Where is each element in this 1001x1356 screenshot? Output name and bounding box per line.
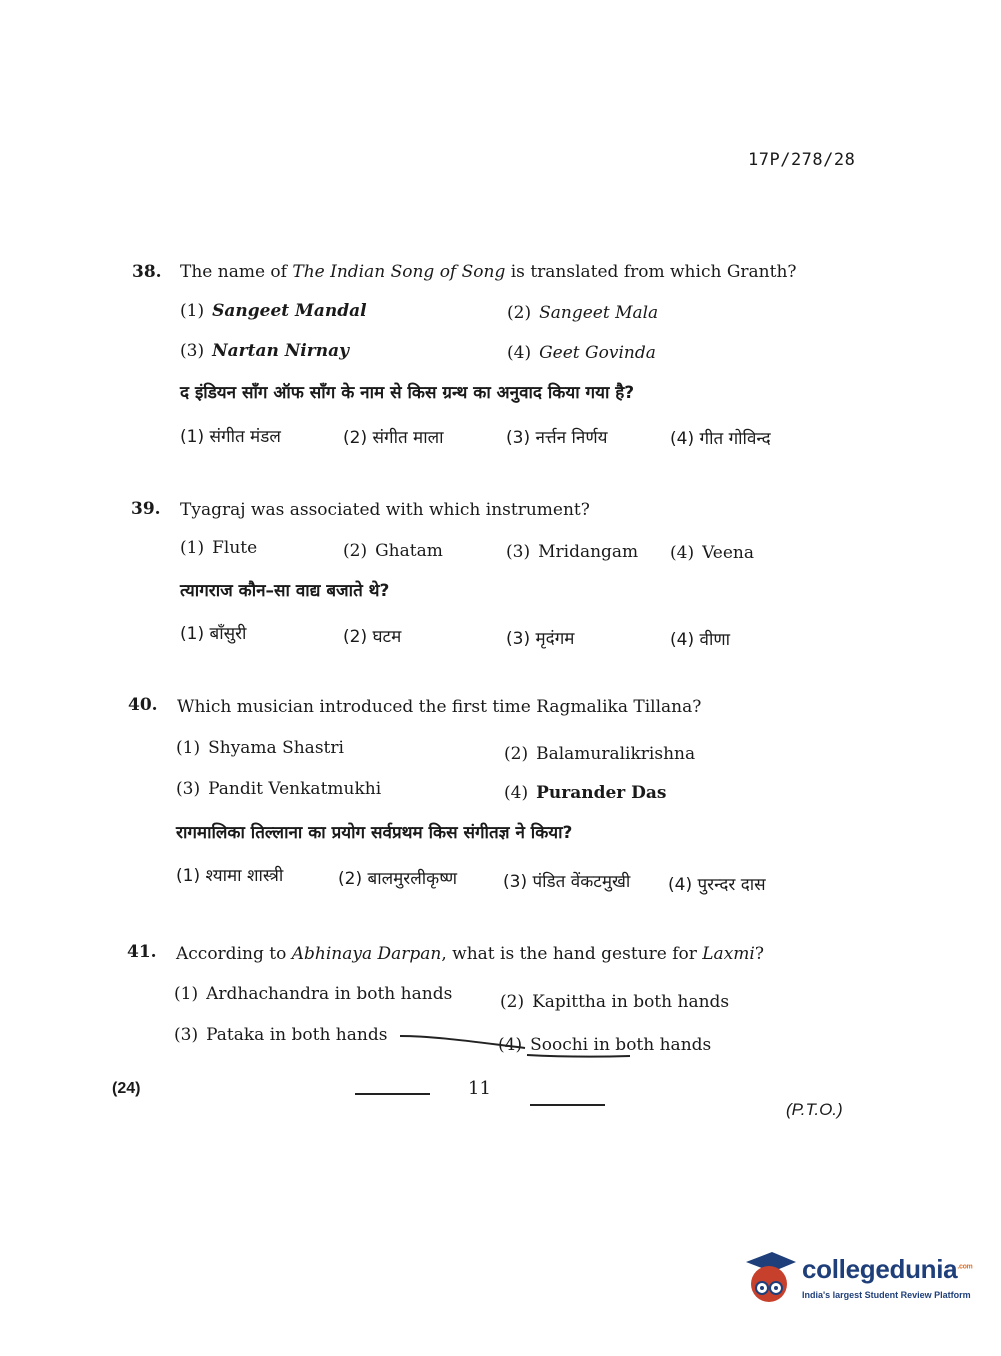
mascot-icon [742,1250,798,1310]
hindi-option-2: (2) घटम [343,627,402,647]
question-text-hindi: द इंडियन सॉंग ऑफ सॉंग के नाम से किस ग्रन्थ का अनुवाद किया गया है? [180,383,635,403]
page-number: 11 [468,1078,491,1099]
option-4: (4) Geet Govinda [507,343,656,363]
option-2: (2) Balamuralikrishna [504,744,696,764]
hindi-option-3: (3) पंडित वेंकटमुखी [503,872,631,892]
option-2: (2) Sangeet Mala [507,303,659,323]
question-number: 40. [128,695,158,715]
option-1: (1) Shyama Shastri [176,738,344,758]
option-3: (3) Pandit Venkatmukhi [176,779,382,799]
question-text: Which musician introduced the first time Ragmalika Tillana? [177,697,702,717]
hindi-option-3: (3) नर्त्तन निर्णय [506,428,608,448]
brand-name: collegedunia$^{.com}$ [802,1254,973,1284]
hindi-option-2: (2) संगीत माला [343,428,444,448]
hindi-option-3: (3) मृदंगम [506,629,575,649]
page-count-label: (24) [112,1080,141,1097]
option-4: (4) Soochi in both hands [498,1035,712,1055]
option-3: (3) Nartan Nirnay [180,341,349,361]
hindi-option-2: (2) बालमुरलीकृष्ण [338,869,458,889]
question-text: According to Abhinaya Darpan, what is the hand gesture for Laxmi? [176,944,764,964]
collegedunia-logo [742,1250,972,1310]
handwritten-underline [395,1030,535,1054]
pto-label: (P.T.O.) [786,1100,843,1119]
option-4: (4) Veena [670,543,755,563]
divider [355,1093,430,1095]
option-1: (1) Flute [180,538,258,558]
divider [530,1104,605,1106]
hindi-option-4: (4) वीणा [670,630,731,650]
option-4: (4) Purander Das [504,783,667,803]
hindi-option-1: (1) संगीत मंडल [180,427,281,447]
hindi-option-1: (1) श्यामा शास्त्री [176,866,284,886]
paper-code: 17P/278/28 [748,150,856,170]
question-number: 39. [131,499,161,519]
option-2: (2) Ghatam [343,541,443,561]
option-1: (1) Ardhachandra in both hands [174,984,453,1004]
question-text: The name of The Indian Song of Song is translated from which Granth? [180,262,797,282]
brand-tagline: India's largest Student Review Platform [802,1290,971,1300]
option-1: (1) Sangeet Mandal [180,301,367,321]
option-3: (3) Mridangam [506,542,639,562]
hindi-option-1: (1) बाँसुरी [180,624,247,644]
hindi-option-4: (4) पुरन्दर दास [668,875,766,895]
question-text: Tyagraj was associated with which instrument? [180,500,590,520]
hindi-option-4: (4) गीत गोविन्द [670,429,771,449]
question-number: 41. [127,942,157,962]
option-2: (2) Kapittha in both hands [500,992,730,1012]
handwritten-underline [525,1052,635,1062]
question-number: 38. [132,262,162,282]
question-text-hindi: त्यागराज कौन–सा वाद्य बजाते थे? [180,581,390,601]
question-text-hindi: रागमालिका तिल्लाना का प्रयोग सर्वप्रथम किस संगीतज्ञ ने किया? [176,823,573,843]
option-3: (3) Pataka in both hands [174,1025,388,1045]
